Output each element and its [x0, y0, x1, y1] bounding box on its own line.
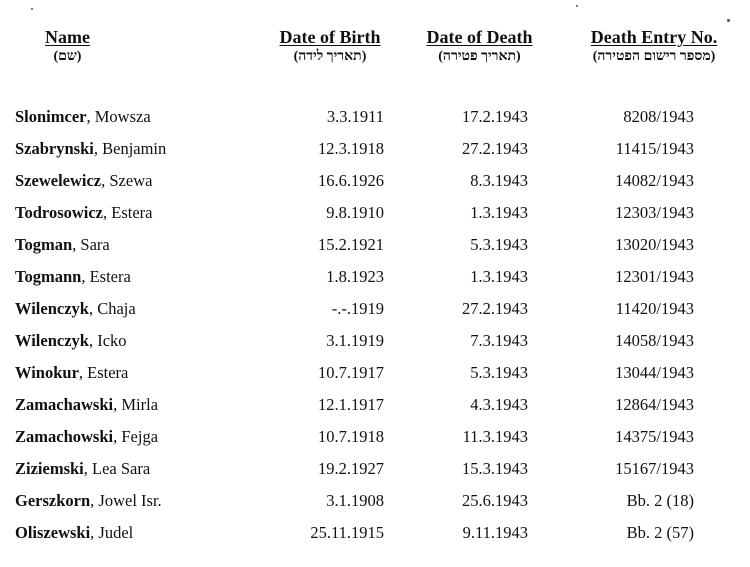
death-entry-cell: 15167/1943 — [615, 459, 694, 478]
surname: Slonimcer — [15, 107, 87, 126]
surname: Oliszewski — [15, 523, 91, 542]
surname: Togmann — [15, 267, 82, 286]
header-death-hebrew: (תאריך פטירה) — [438, 49, 521, 64]
surname: Zamachawski — [15, 395, 114, 414]
date-of-birth-cell: 25.11.1915 — [310, 523, 384, 542]
given-name: , Benjamin — [93, 139, 167, 158]
death-entry-cell: 11415/1943 — [615, 139, 694, 158]
table-row — [0, 485, 750, 517]
surname: Winokur — [15, 363, 79, 382]
header-date-of-birth — [265, 28, 395, 64]
given-name: , Mowsza — [86, 107, 151, 126]
date-of-birth-cell: 12.1.1917 — [318, 395, 384, 414]
date-of-birth-cell: 12.3.1918 — [318, 139, 384, 158]
date-of-birth-cell: 9.8.1910 — [326, 203, 384, 222]
given-name: , Chaja — [88, 299, 136, 318]
surname: Wilenczyk — [15, 331, 89, 350]
date-of-death-cell: 1.3.1943 — [470, 203, 528, 222]
surname: Szabrynski — [15, 139, 94, 158]
table-row — [0, 101, 750, 133]
name-cell — [15, 101, 151, 133]
given-name: , Szewa — [101, 171, 153, 190]
scan-speck — [31, 8, 33, 10]
date-of-birth-cell: 19.2.1927 — [318, 459, 384, 478]
given-name: , Lea Sara — [83, 459, 151, 478]
death-entry-cell: 8208/1943 — [623, 107, 694, 126]
surname: Gerszkorn — [15, 491, 91, 510]
date-of-birth-cell: 3.1.1908 — [326, 491, 384, 510]
death-entry-cell: 12864/1943 — [615, 395, 694, 414]
date-of-death-cell: 4.3.1943 — [470, 395, 528, 414]
given-name: , Sara — [72, 235, 110, 254]
death-entry-cell: 12303/1943 — [615, 203, 694, 222]
table-row — [0, 133, 750, 165]
name-cell — [15, 133, 166, 165]
death-entry-cell: 14375/1943 — [615, 427, 694, 446]
date-of-birth-cell: 16.6.1926 — [318, 171, 384, 190]
header-entry-hebrew: (מספר רישום הפטירה) — [592, 49, 716, 64]
given-name: , Icko — [88, 331, 127, 350]
table-row — [0, 421, 750, 453]
table-row — [0, 453, 750, 485]
death-entry-cell: 11420/1943 — [615, 299, 694, 318]
date-of-birth-cell: 1.8.1923 — [326, 267, 384, 286]
given-name: , Jowel Isr. — [90, 491, 162, 510]
name-cell — [15, 325, 127, 357]
surname: Todrosowicz — [15, 203, 104, 222]
name-cell — [15, 165, 152, 197]
table-row — [0, 229, 750, 261]
death-entry-cell: Bb. 2 (18) — [626, 491, 694, 510]
header-death-label: Date of Death — [426, 27, 533, 47]
date-of-death-cell: 7.3.1943 — [470, 331, 528, 350]
date-of-death-cell: 1.3.1943 — [470, 267, 528, 286]
header-birth-hebrew: (תאריך לידה) — [293, 49, 367, 64]
given-name: , Estera — [103, 203, 153, 222]
table-row — [0, 357, 750, 389]
surname: Zamachowski — [15, 427, 114, 446]
scan-speck — [576, 5, 578, 7]
name-cell — [15, 197, 153, 229]
death-entry-cell: 14058/1943 — [615, 331, 694, 350]
name-cell — [15, 293, 136, 325]
date-of-death-cell: 8.3.1943 — [470, 171, 528, 190]
surname: Szewelewicz — [15, 171, 102, 190]
records-table — [0, 101, 750, 549]
given-name: , Estera — [78, 363, 129, 382]
table-row — [0, 197, 750, 229]
name-cell — [15, 517, 133, 549]
date-of-death-cell: 17.2.1943 — [462, 107, 528, 126]
given-name: , Judel — [90, 523, 134, 542]
date-of-death-cell: 25.6.1943 — [462, 491, 528, 510]
death-entry-cell: 13020/1943 — [615, 235, 694, 254]
surname: Ziziemski — [15, 459, 84, 478]
table-row — [0, 293, 750, 325]
date-of-birth-cell: 10.7.1917 — [318, 363, 384, 382]
date-of-birth-cell: 10.7.1918 — [318, 427, 384, 446]
death-entry-cell: 13044/1943 — [615, 363, 694, 382]
date-of-birth-cell: 15.2.1921 — [318, 235, 384, 254]
date-of-death-cell: 27.2.1943 — [462, 139, 528, 158]
header-birth-label: Date of Birth — [279, 27, 381, 47]
name-cell — [15, 485, 162, 517]
table-row — [0, 389, 750, 421]
name-cell — [15, 261, 131, 293]
header-name-hebrew: (שם) — [53, 49, 82, 64]
date-of-death-cell: 9.11.1943 — [462, 523, 528, 542]
date-of-birth-cell: 3.1.1919 — [326, 331, 384, 350]
date-of-birth-cell: -.-.1919 — [331, 299, 384, 318]
name-cell — [15, 229, 110, 261]
scan-speck — [727, 19, 730, 22]
table-row — [0, 261, 750, 293]
surname: Wilenczyk — [15, 299, 89, 318]
header-death-entry-no — [566, 28, 742, 64]
date-of-death-cell: 5.3.1943 — [470, 363, 528, 382]
surname: Togman — [15, 235, 73, 254]
date-of-death-cell: 11.3.1943 — [462, 427, 528, 446]
header-date-of-death — [412, 28, 547, 64]
date-of-death-cell: 27.2.1943 — [462, 299, 528, 318]
given-name: , Mirla — [113, 395, 159, 414]
name-cell — [15, 453, 150, 485]
table-row — [0, 165, 750, 197]
given-name: , Estera — [81, 267, 131, 286]
name-cell — [15, 357, 128, 389]
death-entry-cell: 12301/1943 — [615, 267, 694, 286]
given-name: , Fejga — [113, 427, 159, 446]
name-cell — [15, 421, 158, 453]
header-name-label: Name — [45, 27, 90, 47]
date-of-death-cell: 15.3.1943 — [462, 459, 528, 478]
date-of-death-cell: 5.3.1943 — [470, 235, 528, 254]
name-cell — [15, 389, 158, 421]
table-row — [0, 517, 750, 549]
header-entry-label: Death Entry No. — [590, 27, 718, 47]
table-row — [0, 325, 750, 357]
header-name — [20, 28, 115, 64]
death-entry-cell: Bb. 2 (57) — [626, 523, 694, 542]
death-entry-cell: 14082/1943 — [615, 171, 694, 190]
date-of-birth-cell: 3.3.1911 — [326, 107, 384, 126]
